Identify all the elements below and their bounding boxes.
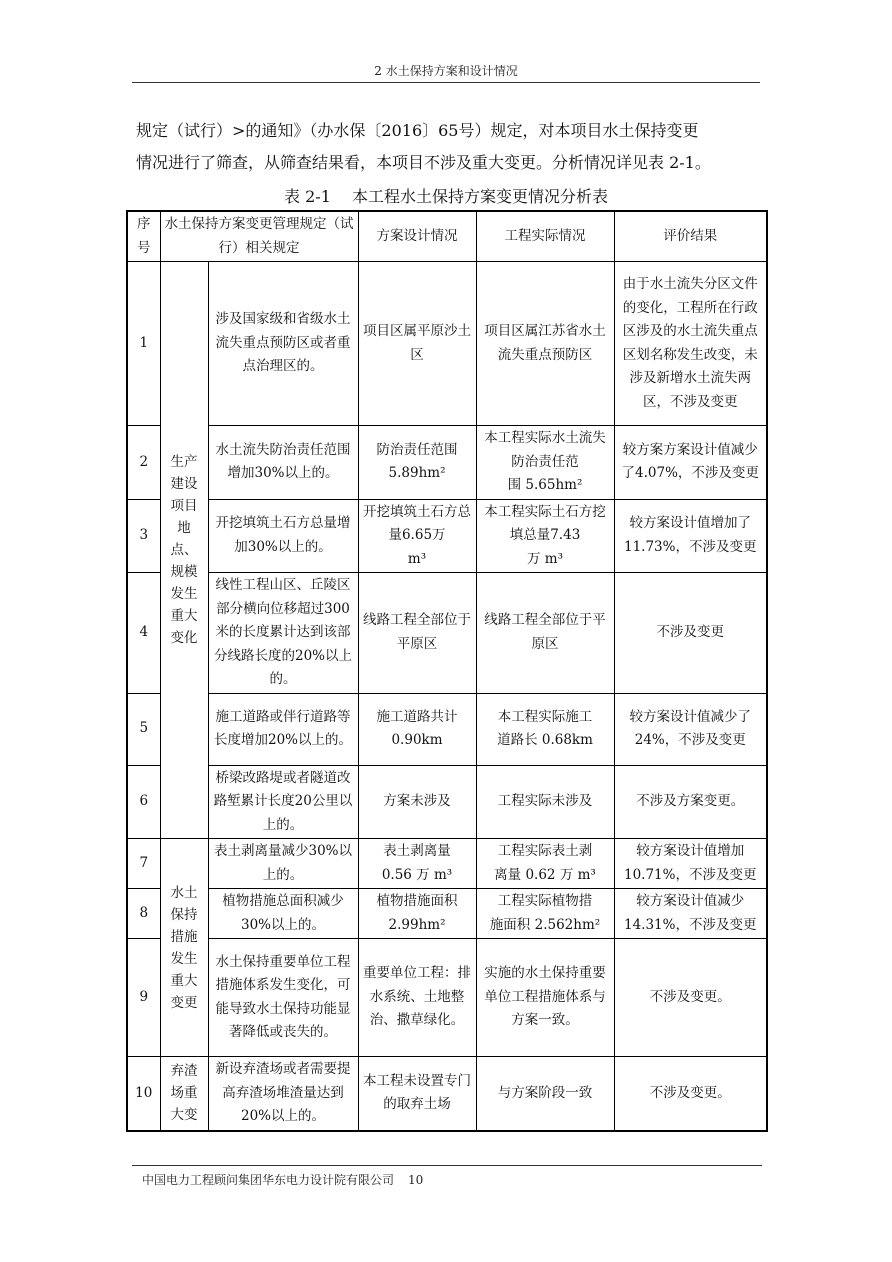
table-row: [127, 839, 767, 889]
row-rule: 开挖填筑土石方总量增加30%以上的。: [208, 499, 358, 573]
category-location-scale: 生产建设项目地点、规模发生重大变化: [160, 262, 208, 839]
row-no: 2: [127, 426, 160, 500]
category-measures: 水土保持措施发生重大变更: [160, 839, 208, 1057]
row-result: 较方案设计值减少14.31%，不涉及变更: [614, 889, 767, 939]
actual-value: 离量 0.62 万 m³: [494, 866, 596, 883]
change-analysis-table: [126, 210, 768, 1132]
row-actual: 项目区属江苏省水土流失重点预防区: [476, 262, 614, 426]
page-number: 10: [408, 1173, 424, 1187]
row-no: 10: [127, 1057, 160, 1131]
actual-text: 本工程实际施工: [497, 708, 593, 725]
row-result: 不涉及变更。: [614, 1057, 767, 1131]
actual-value: 道路长 0.68km: [497, 732, 593, 748]
row-design: [358, 889, 476, 939]
table-row: [127, 693, 767, 765]
row-result: 由于水土流失分区文件的变化，工程所在行政区涉及的水土流失重点区划名称发生改变，未涉及新增水土流失两区，不涉及变更: [614, 262, 767, 426]
row-rule: 桥梁改路堤或者隧道改路堑累计长度20公里以上的。: [208, 765, 358, 839]
row-actual: 实施的水土保持重要单位工程措施体系与方案一致。: [476, 939, 614, 1057]
row-design: 本工程未设置专门的取弃土场: [358, 1057, 476, 1131]
row-no: 6: [127, 765, 160, 839]
page-header: 2 水土保持方案和设计情况: [374, 64, 518, 78]
design-value: 0.56 万 m³: [381, 866, 453, 883]
row-no: 5: [127, 693, 160, 765]
row-no: 9: [127, 939, 160, 1057]
row-design: 线路工程全部位于平原区: [358, 573, 476, 694]
footer-divider: [132, 1165, 762, 1166]
design-text: 防治责任范围: [376, 441, 458, 458]
actual-text: 工程实际植物措: [497, 893, 593, 909]
row-rule: 水土流失防治责任范围增加30%以上的。: [208, 426, 358, 500]
table-row: [127, 765, 767, 839]
table-caption: 表 2-1 本工程水土保持方案变更情况分析表: [284, 187, 608, 206]
footer-company: 中国电力工程顾问集团华东电力设计院有限公司: [142, 1173, 395, 1187]
actual-text: 工程实际表土剥: [497, 843, 593, 859]
row-design: [358, 839, 476, 889]
row-no: 1: [127, 262, 160, 426]
intro-paragraph: [136, 115, 764, 179]
table-row: [127, 426, 767, 500]
table-row: [127, 939, 767, 1057]
design-text: 表土剥离量: [383, 843, 451, 859]
row-actual: 线路工程全部位于平原区: [476, 573, 614, 694]
header-result: 评价结果: [614, 211, 767, 262]
row-rule: 线性工程山区、丘陵区部分横向位移超过300米的长度累计达到该部分线路长度的20%以上的。: [208, 573, 358, 694]
row-actual: [476, 693, 614, 765]
row-rule: 施工道路或伴行道路等长度增加20%以上的。: [208, 693, 358, 765]
row-actual: [476, 889, 614, 939]
row-no: 8: [127, 889, 160, 939]
row-design: [358, 693, 476, 765]
row-design: [358, 499, 476, 573]
table-row: [127, 499, 767, 573]
row-result: 不涉及变更: [614, 573, 767, 694]
row-design: 方案未涉及: [358, 765, 476, 839]
design-text: 施工道路共计: [376, 708, 458, 725]
row-no: 7: [127, 839, 160, 889]
row-result: 较方案设计值增加10.71%，不涉及变更: [614, 839, 767, 889]
header-no: 序号: [127, 211, 160, 262]
intro-line-1: 规定（试行）>的通知》（办水保〔2016〕65号）规定，对本项目水土保持变更: [136, 121, 699, 140]
design-text: 开挖填筑土石方总量6.65万: [363, 503, 471, 543]
design-value: 0.90km: [391, 732, 443, 748]
design-value: 5.89hm²: [388, 465, 446, 482]
actual-text: 本工程实际水土流失防治责任范: [484, 430, 606, 470]
row-actual: 工程实际未涉及: [476, 765, 614, 839]
row-rule: 植物措施总面积减少30%以上的。: [208, 889, 358, 939]
row-rule: 表土剥离量减少30%以上的。: [208, 839, 358, 889]
row-actual: [476, 426, 614, 500]
table-header-row: [127, 211, 767, 262]
design-text: 植物措施面积: [376, 893, 458, 909]
actual-value: 施面积 2.562hm²: [489, 916, 601, 933]
table-row: [127, 262, 767, 426]
row-actual: [476, 499, 614, 573]
table-row: [127, 889, 767, 939]
actual-value: 围 5.65hm²: [507, 477, 583, 493]
design-value: 2.99hm²: [388, 916, 446, 933]
category-spoil-ground: 弃渣场重大变: [160, 1057, 208, 1131]
header-rule: 水土保持方案变更管理规定（试行）相关规定: [160, 211, 358, 262]
table-row: [127, 573, 767, 694]
table-row: [127, 1057, 767, 1131]
header-design: 方案设计情况: [358, 211, 476, 262]
row-result: 不涉及变更。: [614, 939, 767, 1057]
row-design: 项目区属平原沙土区: [358, 262, 476, 426]
row-result: 较方案设计值增加了11.73%，不涉及变更: [614, 499, 767, 573]
row-rule: 涉及国家级和省级水土流失重点预防区或者重点治理区的。: [208, 262, 358, 426]
row-result: 不涉及方案变更。: [614, 765, 767, 839]
actual-value: 万 m³: [526, 550, 563, 567]
actual-text: 本工程实际土石方挖填总量7.43: [484, 503, 606, 543]
row-rule: 水土保持重要单位工程措施体系发生变化，可能导致水土保持功能显著降低或丧失的。: [208, 939, 358, 1057]
design-value: m³: [407, 550, 427, 567]
intro-line-2: 情况进行了筛查，从筛查结果看，本项目不涉及重大变更。分析情况详见表 2-1。: [136, 153, 711, 172]
row-rule: 新设弃渣场或者需要提高弃渣场堆渣量达到20%以上的。: [208, 1057, 358, 1131]
row-result: 较方案设计值减少了24%，不涉及变更: [614, 693, 767, 765]
row-design: [358, 426, 476, 500]
header-actual: 工程实际情况: [476, 211, 614, 262]
row-actual: [476, 839, 614, 889]
header-divider: [132, 82, 760, 83]
row-design: 重要单位工程：排水系统、土地整治、撒草绿化。: [358, 939, 476, 1057]
row-actual: 与方案阶段一致: [476, 1057, 614, 1131]
page-footer: [142, 1171, 423, 1188]
row-no: 3: [127, 499, 160, 573]
row-result: 较方案方案设计值减少了4.07%，不涉及变更: [614, 426, 767, 500]
row-no: 4: [127, 573, 160, 694]
